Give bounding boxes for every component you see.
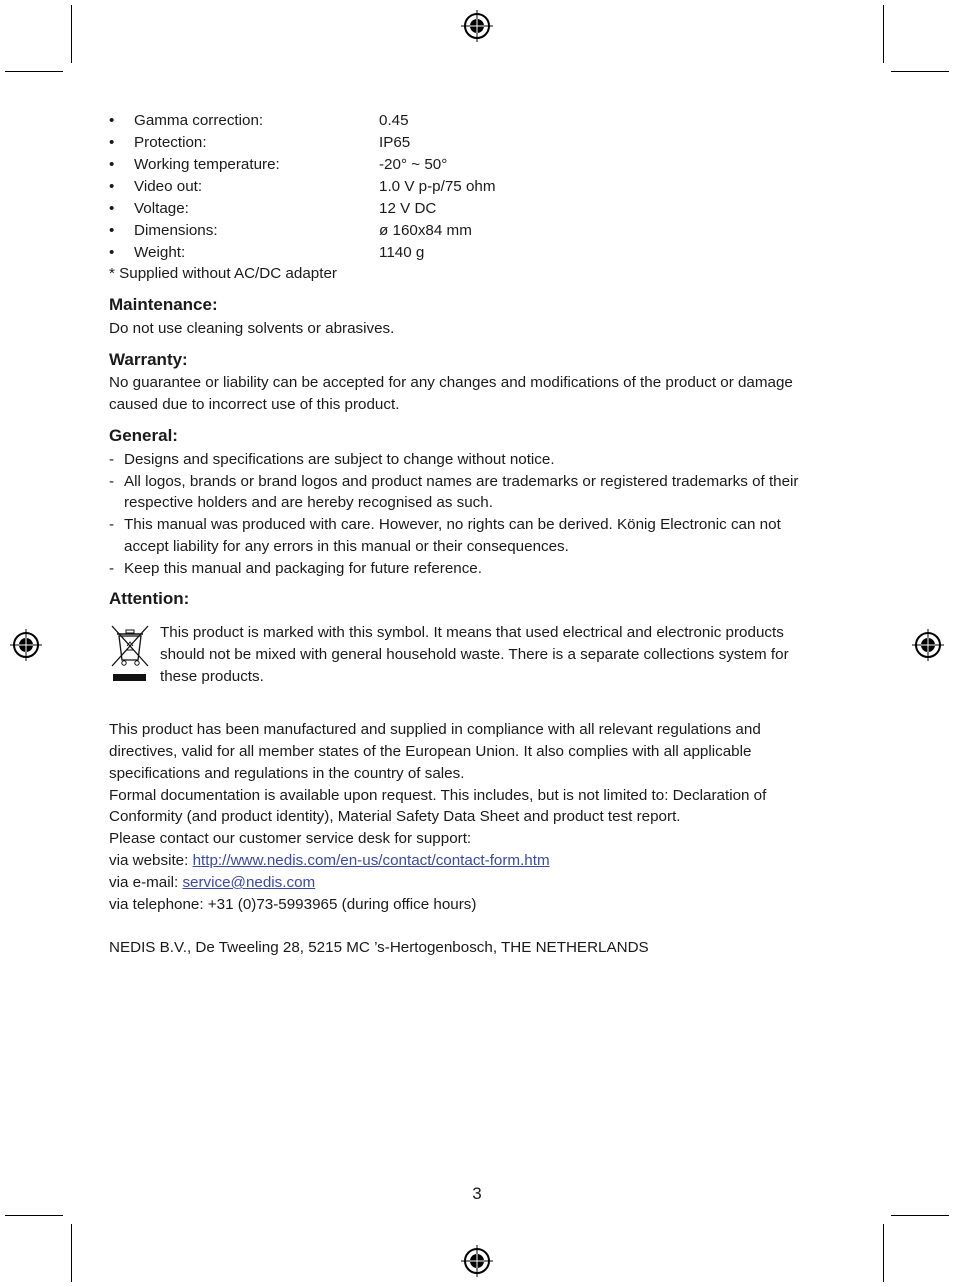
spec-label: Weight: xyxy=(134,244,186,261)
general-item-line: accept liability for any errors in this manual or their consequences. xyxy=(124,538,569,555)
maintenance-heading: Maintenance: xyxy=(109,295,218,314)
warranty-text-line: No guarantee or liability can be accepted for any changes and modifications of the product or damage xyxy=(109,374,793,391)
general-item-line: respective holders and are hereby recognised as such. xyxy=(124,494,493,511)
company-address: NEDIS B.V., De Tweeling 28, 5215 MC ’s-Hertogenbosch, THE NETHERLANDS xyxy=(109,939,649,956)
bullet: • xyxy=(109,222,115,239)
dash: - xyxy=(109,516,115,533)
attention-heading: Attention: xyxy=(109,589,190,608)
registration-mark-icon xyxy=(9,628,43,662)
spec-value: 1.0 V p-p/75 ohm xyxy=(379,178,496,195)
crop-mark xyxy=(5,1215,63,1216)
telephone-line: via telephone: +31 (0)73-5993965 (during office hours) xyxy=(109,896,477,913)
supplied-note: * Supplied without AC/DC adapter xyxy=(109,265,337,282)
spec-value: ø 160x84 mm xyxy=(379,222,472,239)
maintenance-text: Do not use cleaning solvents or abrasives. xyxy=(109,320,395,337)
warranty-text-line: caused due to incorrect use of this product. xyxy=(109,396,400,413)
bullet: • xyxy=(109,112,115,129)
registration-mark-icon xyxy=(460,9,494,43)
crop-mark xyxy=(5,71,63,72)
spec-label: Dimensions: xyxy=(134,222,218,239)
dash: - xyxy=(109,473,115,490)
bullet: • xyxy=(109,178,115,195)
bullet: • xyxy=(109,134,115,151)
spec-value: 1140 g xyxy=(379,244,425,261)
spec-label: Gamma correction: xyxy=(134,112,264,129)
website-line xyxy=(109,850,550,872)
bullet: • xyxy=(109,200,115,217)
general-item-line: Designs and specifications are subject to change without notice. xyxy=(124,451,555,468)
bullet: • xyxy=(109,156,115,173)
website-link[interactable]: http://www.nedis.com/en-us/contact/contact-form.htm xyxy=(192,852,550,869)
spec-label: Working temperature: xyxy=(134,156,280,173)
attention-text-line: This product is marked with this symbol. It means that used electrical and electronic products xyxy=(160,624,784,641)
spec-value: IP65 xyxy=(379,134,411,151)
crop-mark xyxy=(883,1224,884,1282)
spec-value: 0.45 xyxy=(379,112,409,129)
crop-mark xyxy=(891,71,949,72)
compliance-line: directives, valid for all member states of the European Union. It also complies with all applicable xyxy=(109,743,752,760)
email-prefix: via e-mail: xyxy=(109,874,183,891)
dash: - xyxy=(109,560,115,577)
spec-value: -20° ~ 50° xyxy=(379,156,448,173)
attention-text-line: should not be mixed with general household waste. There is a separate collections system for xyxy=(160,646,789,663)
general-item-line: All logos, brands or brand logos and product names are trademarks or registered trademarks of their xyxy=(124,473,799,490)
email-line xyxy=(109,872,315,894)
crop-mark xyxy=(71,5,72,63)
spec-label: Voltage: xyxy=(134,200,189,217)
general-item-line: Keep this manual and packaging for future reference. xyxy=(124,560,482,577)
registration-mark-icon xyxy=(460,1244,494,1278)
compliance-line: Conformity (and product identity), Material Safety Data Sheet and product test report. xyxy=(109,808,681,825)
general-item-line: This manual was produced with care. However, no rights can be derived. König Electronic can not xyxy=(124,516,781,533)
general-heading: General: xyxy=(109,426,178,445)
bullet: • xyxy=(109,244,115,261)
attention-text-line: these products. xyxy=(160,668,264,685)
crop-mark xyxy=(71,1224,72,1282)
compliance-line: This product has been manufactured and supplied in compliance with all relevant regulations and xyxy=(109,721,761,738)
email-link[interactable]: service@nedis.com xyxy=(182,874,316,891)
dash: - xyxy=(109,451,115,468)
website-prefix: via website: xyxy=(109,852,193,869)
spec-value: 12 V DC xyxy=(379,200,437,217)
compliance-line: Please contact our customer service desk for support: xyxy=(109,830,472,847)
warranty-heading: Warranty: xyxy=(109,350,188,369)
weee-crossed-bin-icon xyxy=(109,622,151,684)
compliance-line: Formal documentation is available upon request. This includes, but is not limited to: Declaration of xyxy=(109,787,767,804)
spec-label: Video out: xyxy=(134,178,203,195)
page-number: 3 xyxy=(472,1184,482,1203)
crop-mark xyxy=(891,1215,949,1216)
crop-mark xyxy=(883,5,884,63)
compliance-line: specifications and regulations in the country of sales. xyxy=(109,765,465,782)
spec-label: Protection: xyxy=(134,134,207,151)
registration-mark-icon xyxy=(911,628,945,662)
